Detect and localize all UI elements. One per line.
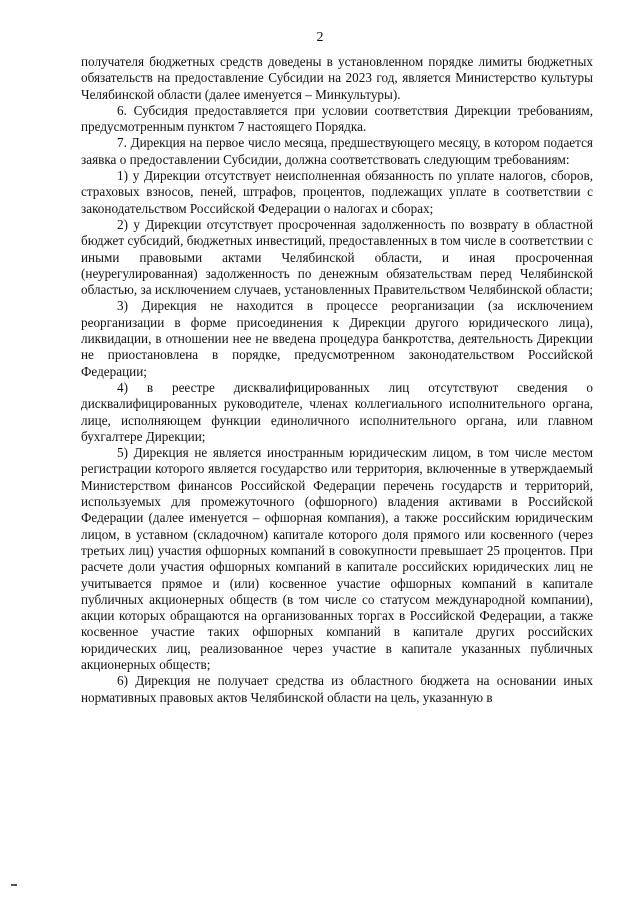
requirement-4: 4) в реестре дисквалифицированных лиц отсутствуют сведения о дисквалифицированных руководителе, членах коллегиального исполнительного органа, лице, исполняющем функции единоличного исполнительного органа, или главном бухгалтере Дирекции; xyxy=(81,379,593,444)
paragraph-continuation: получателя бюджетных средств доведены в установленном порядке лимиты бюджетных обязательств на предоставление Субсидии на 2023 год, является Министерство культуры Челябинской области (далее именуется – Минкультуры). xyxy=(81,54,593,102)
requirement-1: 1) у Дирекции отсутствует неисполненная обязанность по уплате налогов, сборов, страховых взносов, пеней, штрафов, процентов, подлежащих уплате в соответствии с законодательством Российской Федерации о налогах и сборах; xyxy=(81,168,593,216)
requirement-2: 2) у Дирекции отсутствует просроченная задолженность по возврату в областной бюджет субсидий, бюджетных инвестиций, предоставленных в том числе в соответствии с иными правовыми актами Челябинской области, и иная просроченная (неурегулированная) задолженность по денежным обязательствам перед Челябинской областью, за исключением случаев, установленных Правительством Челябинской области; xyxy=(81,216,593,298)
margin-mark xyxy=(11,884,17,886)
document-body xyxy=(81,54,593,706)
page-number: 2 xyxy=(316,30,324,45)
paragraph-item-7: 7. Дирекция на первое число месяца, предшествующего месяцу, в котором подается заявка о предоставлении Субсидии, должна соответствовать следующим требованиям: xyxy=(81,135,593,167)
requirement-6: 6) Дирекция не получает средства из областного бюджета на основании иных нормативных правовых актов Челябинской области на цель, указанную в xyxy=(81,673,593,705)
requirement-5: 5) Дирекция не является иностранным юридическим лицом, в том числе местом регистрации которого является государство или территория, включенные в утверждаемый Министерством финансов Российской Федерации перечень государств и территорий, используемых для промежуточного (офшорного) владения активами в Российской Федерации (далее именуется – офшорная компания), а также российским юридическим лицом, в уставном (складочном) капитале которого доля прямого или косвенного (через третьих лиц) участия офшорных компаний в совокупности превышает 25 процентов. При расчете доли участия офшорных компаний в капитале российских юридических лиц не учитывается прямое и (или) косвенное участие офшорных компаний в капитале публичных акционерных обществ (в том числе со статусом международной компании), акции которых обращаются на организованных торгах в Российской Федерации, а также косвенное участие таких офшорных компаний в капитале других российских юридических лиц, реализованное через участие в капитале указанных публичных акционерных обществ; xyxy=(81,445,593,672)
paragraph-item-6: 6. Субсидия предоставляется при условии соответствия Дирекции требованиям, предусмотренным пунктом 7 настоящего Порядка. xyxy=(81,102,593,135)
requirement-3: 3) Дирекция не находится в процессе реорганизации (за исключением реорганизации в форме присоединения к Дирекции другого юридического лица), ликвидации, в отношении нее не введена процедура банкротства, деятельность Дирекции не приостановлена в порядке, предусмотренном законодательством Российской Федерации; xyxy=(81,298,593,379)
